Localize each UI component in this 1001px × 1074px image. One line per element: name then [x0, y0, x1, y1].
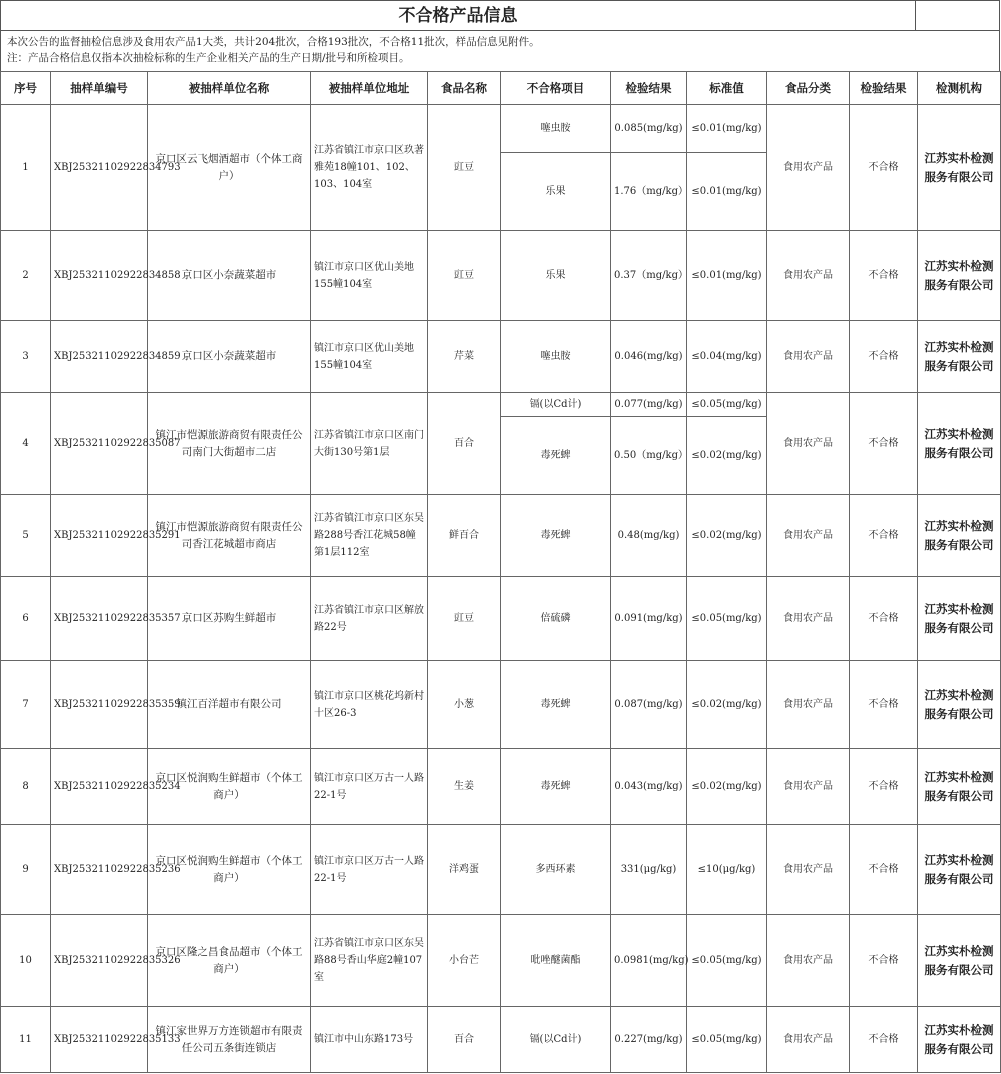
- cell-no: 9: [1, 825, 51, 915]
- note-line-2: 注：产品合格信息仅指本次抽检标称的生产企业相关产品的生产日期/批号和所检项目。: [7, 52, 410, 64]
- col-header-org: 检测机构: [918, 72, 1001, 105]
- cell-no: 4: [1, 393, 51, 495]
- cell-result: 0.0981(mg/kg): [611, 915, 687, 1007]
- cell-code: XBJ25321102922835291: [51, 495, 148, 577]
- cell-code: XBJ25321102922834858: [51, 231, 148, 321]
- cell-category: 食用农产品: [767, 231, 850, 321]
- cell-org: 江苏实朴检测服务有限公司: [918, 749, 1001, 825]
- cell-address: 镇江市京口区桃花坞新村十区26-3: [311, 661, 428, 749]
- cell-unit: 镇江市恺源旅游商贸有限责任公司南门大街超市二店: [148, 393, 311, 495]
- cell-category: 食用农产品: [767, 321, 850, 393]
- col-header-address: 被抽样单位地址: [311, 72, 428, 105]
- cell-address: 江苏省镇江市京口区东吴路88号香山华庭2幢107室: [311, 915, 428, 1007]
- table-row: [1, 915, 1001, 1007]
- cell-unit: 京口区悦润购生鲜超市（个体工商户）: [148, 749, 311, 825]
- table-row: [1, 1007, 1001, 1073]
- cell-standard: ≤0.01(mg/kg): [687, 153, 767, 231]
- col-header-item: 不合格项目: [501, 72, 611, 105]
- cell-item: 毒死蜱: [501, 661, 611, 749]
- cell-standard: ≤0.02(mg/kg): [687, 495, 767, 577]
- cell-verdict: 不合格: [850, 1007, 918, 1073]
- cell-standard: ≤0.01(mg/kg): [687, 105, 767, 153]
- col-header-code: 抽样单编号: [51, 72, 148, 105]
- cell-item: 镉(以Cd计): [501, 1007, 611, 1073]
- cell-verdict: 不合格: [850, 661, 918, 749]
- cell-item: 噻虫胺: [501, 105, 611, 153]
- cell-result: 0.48(mg/kg): [611, 495, 687, 577]
- cell-item: 镉(以Cd计): [501, 393, 611, 417]
- col-header-category: 食品分类: [767, 72, 850, 105]
- cell-food: 小台芒: [428, 915, 501, 1007]
- cell-org: 江苏实朴检测服务有限公司: [918, 393, 1001, 495]
- cell-result: 0.50（mg/kg）: [611, 417, 687, 495]
- table-row: [1, 661, 1001, 749]
- cell-verdict: 不合格: [850, 915, 918, 1007]
- cell-item: 毒死蜱: [501, 495, 611, 577]
- cell-standard: ≤0.02(mg/kg): [687, 749, 767, 825]
- cell-code: XBJ25321102922835326: [51, 915, 148, 1007]
- cell-result: 0.077(mg/kg): [611, 393, 687, 417]
- cell-result: 1.76（mg/kg）: [611, 153, 687, 231]
- cell-verdict: 不合格: [850, 231, 918, 321]
- table-row: [1, 393, 1001, 417]
- cell-item: 乐果: [501, 231, 611, 321]
- table-row: [1, 577, 1001, 661]
- cell-unit: 京口区悦润购生鲜超市（个体工商户）: [148, 825, 311, 915]
- cell-address: 镇江市京口区优山美地155幢104室: [311, 321, 428, 393]
- cell-code: XBJ25321102922834793: [51, 105, 148, 231]
- cell-item: 吡唑醚菌酯: [501, 915, 611, 1007]
- table-row: [1, 495, 1001, 577]
- cell-no: 6: [1, 577, 51, 661]
- cell-result: 0.37（mg/kg）: [611, 231, 687, 321]
- cell-address: 江苏省镇江市京口区南门大街130号第1层: [311, 393, 428, 495]
- cell-unit: 镇江家世界万方连锁超市有限责任公司五条街连锁店: [148, 1007, 311, 1073]
- table-row: [1, 105, 1001, 153]
- cell-unit: 京口区云飞烟酒超市（个体工商户）: [148, 105, 311, 231]
- cell-no: 10: [1, 915, 51, 1007]
- cell-code: XBJ25321102922835234: [51, 749, 148, 825]
- unqualified-products-table: [0, 71, 1001, 1073]
- cell-category: 食用农产品: [767, 749, 850, 825]
- cell-category: 食用农产品: [767, 105, 850, 231]
- cell-item: 毒死蜱: [501, 749, 611, 825]
- cell-org: 江苏实朴检测服务有限公司: [918, 231, 1001, 321]
- cell-verdict: 不合格: [850, 577, 918, 661]
- cell-address: 江苏省镇江市京口区玖著雅苑18幢101、102、103、104室: [311, 105, 428, 231]
- cell-item: 多西环素: [501, 825, 611, 915]
- cell-standard: ≤0.04(mg/kg): [687, 321, 767, 393]
- cell-address: 镇江市京口区万古一人路22-1号: [311, 825, 428, 915]
- cell-verdict: 不合格: [850, 749, 918, 825]
- cell-result: 0.227(mg/kg): [611, 1007, 687, 1073]
- cell-address: 镇江市京口区优山美地155幢104室: [311, 231, 428, 321]
- table-row: [1, 321, 1001, 393]
- cell-standard: ≤0.02(mg/kg): [687, 417, 767, 495]
- cell-category: 食用农产品: [767, 915, 850, 1007]
- col-header-verdict: 检验结果: [850, 72, 918, 105]
- table-row: [1, 231, 1001, 321]
- cell-org: 江苏实朴检测服务有限公司: [918, 577, 1001, 661]
- cell-category: 食用农产品: [767, 495, 850, 577]
- cell-category: 食用农产品: [767, 825, 850, 915]
- cell-org: 江苏实朴检测服务有限公司: [918, 661, 1001, 749]
- cell-code: XBJ25321102922835359: [51, 661, 148, 749]
- col-header-unit: 被抽样单位名称: [148, 72, 311, 105]
- cell-food: 百合: [428, 1007, 501, 1073]
- cell-verdict: 不合格: [850, 321, 918, 393]
- cell-result: 331(μg/kg): [611, 825, 687, 915]
- cell-verdict: 不合格: [850, 825, 918, 915]
- cell-item: 毒死蜱: [501, 417, 611, 495]
- cell-standard: ≤0.05(mg/kg): [687, 393, 767, 417]
- cell-food: 豇豆: [428, 577, 501, 661]
- cell-category: 食用农产品: [767, 393, 850, 495]
- cell-unit: 镇江市恺源旅游商贸有限责任公司香江花城超市商店: [148, 495, 311, 577]
- cell-address: 江苏省镇江市京口区东吴路288号香江花城58幢第1层112室: [311, 495, 428, 577]
- cell-standard: ≤0.05(mg/kg): [687, 1007, 767, 1073]
- page-title: 不合格产品信息: [0, 0, 916, 31]
- cell-food: 鲜百合: [428, 495, 501, 577]
- cell-item: 乐果: [501, 153, 611, 231]
- cell-standard: ≤0.02(mg/kg): [687, 661, 767, 749]
- cell-food: 生姜: [428, 749, 501, 825]
- col-header-food: 食品名称: [428, 72, 501, 105]
- cell-result: 0.091(mg/kg): [611, 577, 687, 661]
- col-header-result: 检验结果: [611, 72, 687, 105]
- col-header-standard: 标准值: [687, 72, 767, 105]
- table-row: [1, 825, 1001, 915]
- cell-org: 江苏实朴检测服务有限公司: [918, 321, 1001, 393]
- cell-no: 5: [1, 495, 51, 577]
- cell-food: 洋鸡蛋: [428, 825, 501, 915]
- notes: [0, 31, 1000, 71]
- cell-verdict: 不合格: [850, 105, 918, 231]
- cell-code: XBJ25321102922835357: [51, 577, 148, 661]
- cell-unit: 京口区小奈蔬菜超市: [148, 231, 311, 321]
- cell-no: 3: [1, 321, 51, 393]
- cell-result: 0.087(mg/kg): [611, 661, 687, 749]
- cell-category: 食用农产品: [767, 577, 850, 661]
- table-row: [1, 749, 1001, 825]
- cell-no: 1: [1, 105, 51, 231]
- cell-address: 江苏省镇江市京口区解放路22号: [311, 577, 428, 661]
- cell-no: 11: [1, 1007, 51, 1073]
- cell-org: 江苏实朴检测服务有限公司: [918, 915, 1001, 1007]
- note-line-1: 本次公告的监督抽检信息涉及食用农产品1大类，共计204批次，合格193批次，不合格11批次，样品信息见附件。: [7, 36, 540, 48]
- cell-result: 0.046(mg/kg): [611, 321, 687, 393]
- cell-org: 江苏实朴检测服务有限公司: [918, 105, 1001, 231]
- cell-standard: ≤0.01(mg/kg): [687, 231, 767, 321]
- cell-item: 噻虫胺: [501, 321, 611, 393]
- cell-no: 8: [1, 749, 51, 825]
- cell-org: 江苏实朴检测服务有限公司: [918, 495, 1001, 577]
- cell-standard: ≤0.05(mg/kg): [687, 915, 767, 1007]
- cell-food: 芹菜: [428, 321, 501, 393]
- cell-result: 0.085(mg/kg): [611, 105, 687, 153]
- cell-item: 倍硫磷: [501, 577, 611, 661]
- cell-code: XBJ25321102922835087: [51, 393, 148, 495]
- cell-food: 小葱: [428, 661, 501, 749]
- cell-category: 食用农产品: [767, 1007, 850, 1073]
- title-row: [0, 0, 1000, 32]
- cell-food: 豇豆: [428, 105, 501, 231]
- cell-unit: 镇江百洋超市有限公司: [148, 661, 311, 749]
- title-side-cell: [916, 0, 1000, 31]
- cell-code: XBJ25321102922834859: [51, 321, 148, 393]
- cell-food: 豇豆: [428, 231, 501, 321]
- cell-unit: 京口区苏购生鲜超市: [148, 577, 311, 661]
- cell-verdict: 不合格: [850, 393, 918, 495]
- cell-code: XBJ25321102922835236: [51, 825, 148, 915]
- cell-unit: 京口区小奈蔬菜超市: [148, 321, 311, 393]
- cell-unit: 京口区隆之昌食品超市（个体工商户）: [148, 915, 311, 1007]
- cell-address: 镇江市中山东路173号: [311, 1007, 428, 1073]
- cell-no: 7: [1, 661, 51, 749]
- cell-food: 百合: [428, 393, 501, 495]
- cell-result: 0.043(mg/kg): [611, 749, 687, 825]
- cell-verdict: 不合格: [850, 495, 918, 577]
- cell-org: 江苏实朴检测服务有限公司: [918, 1007, 1001, 1073]
- cell-org: 江苏实朴检测服务有限公司: [918, 825, 1001, 915]
- col-header-no: 序号: [1, 72, 51, 105]
- header-row: [1, 72, 1001, 105]
- cell-no: 2: [1, 231, 51, 321]
- cell-code: XBJ25321102922835133: [51, 1007, 148, 1073]
- cell-address: 镇江市京口区万古一人路22-1号: [311, 749, 428, 825]
- cell-category: 食用农产品: [767, 661, 850, 749]
- cell-standard: ≤0.05(mg/kg): [687, 577, 767, 661]
- cell-standard: ≤10(μg/kg): [687, 825, 767, 915]
